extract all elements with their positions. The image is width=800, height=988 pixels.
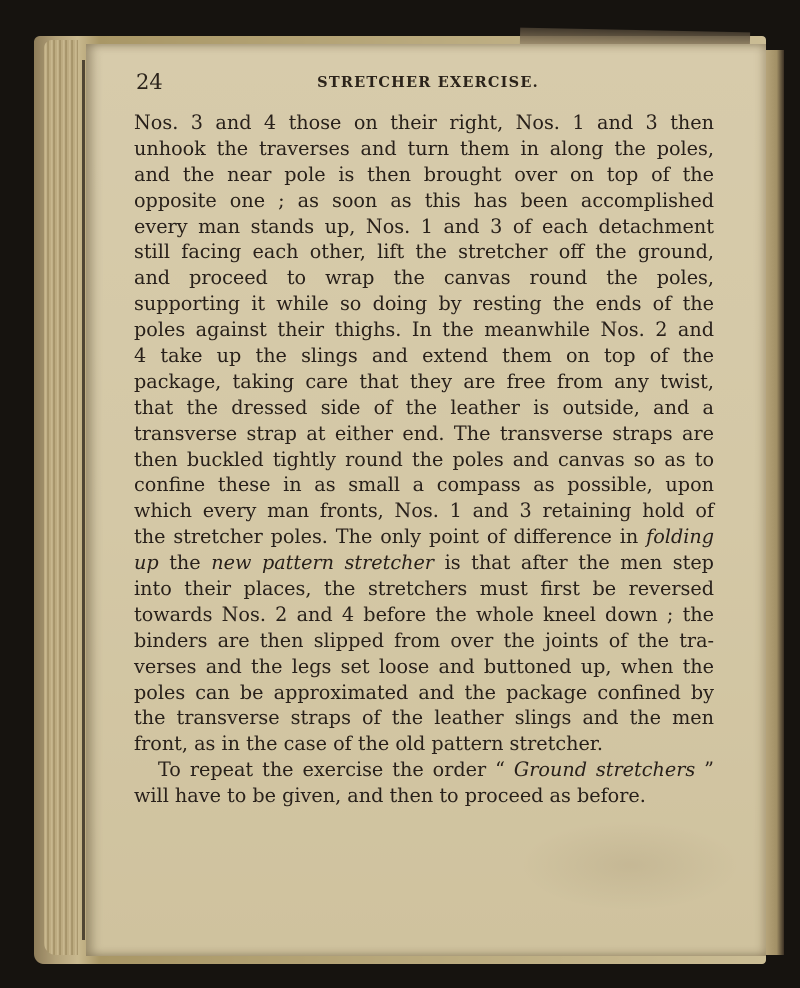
text-line — [134, 524, 714, 550]
text-line: verses and the legs set loose and buttoned up, when the — [134, 654, 714, 678]
text-line: into their places, the stretchers must first be reversed — [134, 577, 714, 601]
page-number: 24 — [136, 70, 163, 94]
text-line: still facing each other, lift the stretcher off the ground, — [134, 240, 714, 264]
italic-term: folding — [646, 525, 715, 549]
text-line: transverse strap at either end. The transverse straps are — [134, 421, 714, 445]
text-segment: is that after the men step — [444, 551, 714, 575]
text-line — [134, 550, 714, 576]
italic-term: Ground stretchers — [513, 758, 696, 782]
body-text — [134, 110, 714, 809]
spine-gutter — [82, 60, 85, 940]
text-line: unhook the traverses and turn them in along the poles, — [134, 136, 714, 160]
text-line: and proceed to wrap the canvas round the poles, — [134, 266, 714, 290]
text-line: that the dressed side of the leather is outside, and a — [134, 395, 714, 419]
text-line: binders are then slipped from over the joints of the tra- — [134, 628, 714, 652]
text-line: which every man fronts, Nos. 1 and 3 retaining hold of — [134, 499, 714, 523]
text-segment: ” — [695, 758, 714, 782]
text-line: Nos. 3 and 4 those on their right, Nos. 1 and 3 then — [134, 111, 714, 134]
text-line: towards Nos. 2 and 4 before the whole kneel down ; the — [134, 602, 714, 626]
page-right-edge — [766, 50, 784, 955]
italic-term: new pattern stretcher — [211, 551, 434, 575]
text-line: every man stands up, Nos. 1 and 3 of each detachment — [134, 214, 714, 238]
italic-term: up — [134, 551, 159, 575]
text-line: front, as in the case of the old pattern stretcher. — [134, 732, 603, 756]
text-line: supporting it while so doing by resting the ends of the — [134, 292, 714, 316]
text-line: the transverse straps of the leather slings and the men — [134, 706, 714, 730]
running-head: STRETCHER EXERCISE. — [317, 74, 539, 91]
text-line: 4 take up the slings and extend them on top of the — [134, 344, 714, 368]
text-line: package, taking care that they are free from any twist, — [134, 369, 714, 393]
text-line — [134, 757, 714, 783]
text-line: opposite one ; as soon as this has been accomplished — [134, 188, 714, 212]
show-through-stain — [520, 820, 740, 910]
text-line: poles can be approximated and the package confined by — [134, 680, 714, 704]
text-line: will have to be given, and then to proceed as before. — [134, 784, 646, 808]
text-line: then buckled tightly round the poles and canvas so as to — [134, 447, 714, 471]
text-segment: the — [169, 551, 201, 575]
text-line: confine these in as small a compass as possible, upon — [134, 473, 714, 497]
page-stack-edge — [44, 40, 78, 955]
text-line: poles against their thighs. In the meanwhile Nos. 2 and — [134, 318, 714, 342]
text-segment: the stretcher poles. The only point of difference in — [134, 525, 639, 549]
text-line: and the near pole is then brought over on top of the — [134, 162, 714, 186]
text-segment: To repeat the exercise the order “ — [158, 758, 505, 782]
page-header — [136, 70, 720, 100]
